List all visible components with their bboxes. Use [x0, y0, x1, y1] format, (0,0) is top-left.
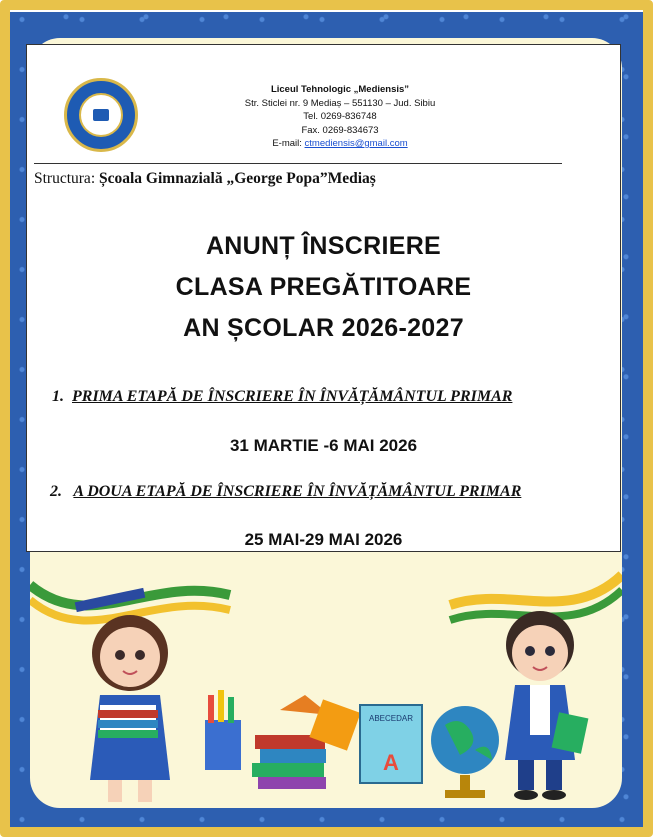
- stage-1-text: PRIMA ETAPĂ DE ÎNSCRIERE ÎN ÎNVĂȚĂMÂNTUL PRIMAR: [72, 388, 513, 405]
- stage-2: [50, 483, 521, 501]
- school-header: [230, 83, 450, 151]
- school-name: Liceul Tehnologic „Mediensis”: [270, 84, 410, 95]
- stage-1-dates: 31 MARTIE -6 MAI 2026: [229, 436, 418, 455]
- structure-label: Structura:: [34, 170, 99, 187]
- school-tel: Tel. 0269-836748: [303, 111, 377, 122]
- children-illustration: [30, 545, 622, 810]
- email-label: E-mail:: [272, 138, 305, 149]
- structure-line: [34, 170, 376, 188]
- stage-2-text: A DOUA ETAPĂ DE ÎNSCRIERE ÎN ÎNVĂȚĂMÂNTUL PRIMAR: [73, 483, 522, 500]
- stage-1-number: 1.: [52, 388, 64, 405]
- school-fax: Fax. 0269-834673: [301, 124, 379, 136]
- school-supplies: [205, 690, 361, 789]
- abecedar-book: [360, 705, 422, 783]
- book-title: ABECEDAR: [368, 714, 414, 723]
- title-line-2: CLASA PREGĂTITOARE: [175, 273, 472, 301]
- book-icon: [93, 109, 109, 121]
- stage-2-dates: 25 MAI-29 MAI 2026: [244, 530, 403, 549]
- boy-figure: [505, 611, 588, 800]
- school-address: Str. Sticlei nr. 9 Mediaș – 551130 – Jud. Sibiu: [244, 97, 436, 109]
- title-line-1: ANUNȚ ÎNSCRIERE: [205, 232, 442, 260]
- school-email-line: [230, 137, 450, 151]
- stage-1: [52, 388, 512, 406]
- header-divider: [34, 163, 562, 164]
- email-link[interactable]: ctmediensis@gmail.com: [304, 138, 408, 149]
- structure-value: Școala Gimnazială „George Popa”Mediaș: [99, 170, 376, 187]
- book-letter: A: [383, 750, 399, 775]
- globe-icon: [431, 706, 499, 798]
- title-line-3: AN ȘCOLAR 2026-2027: [183, 314, 464, 342]
- logo-inner: [79, 93, 123, 137]
- school-logo: [64, 78, 138, 152]
- stage-2-number: 2.: [50, 483, 62, 500]
